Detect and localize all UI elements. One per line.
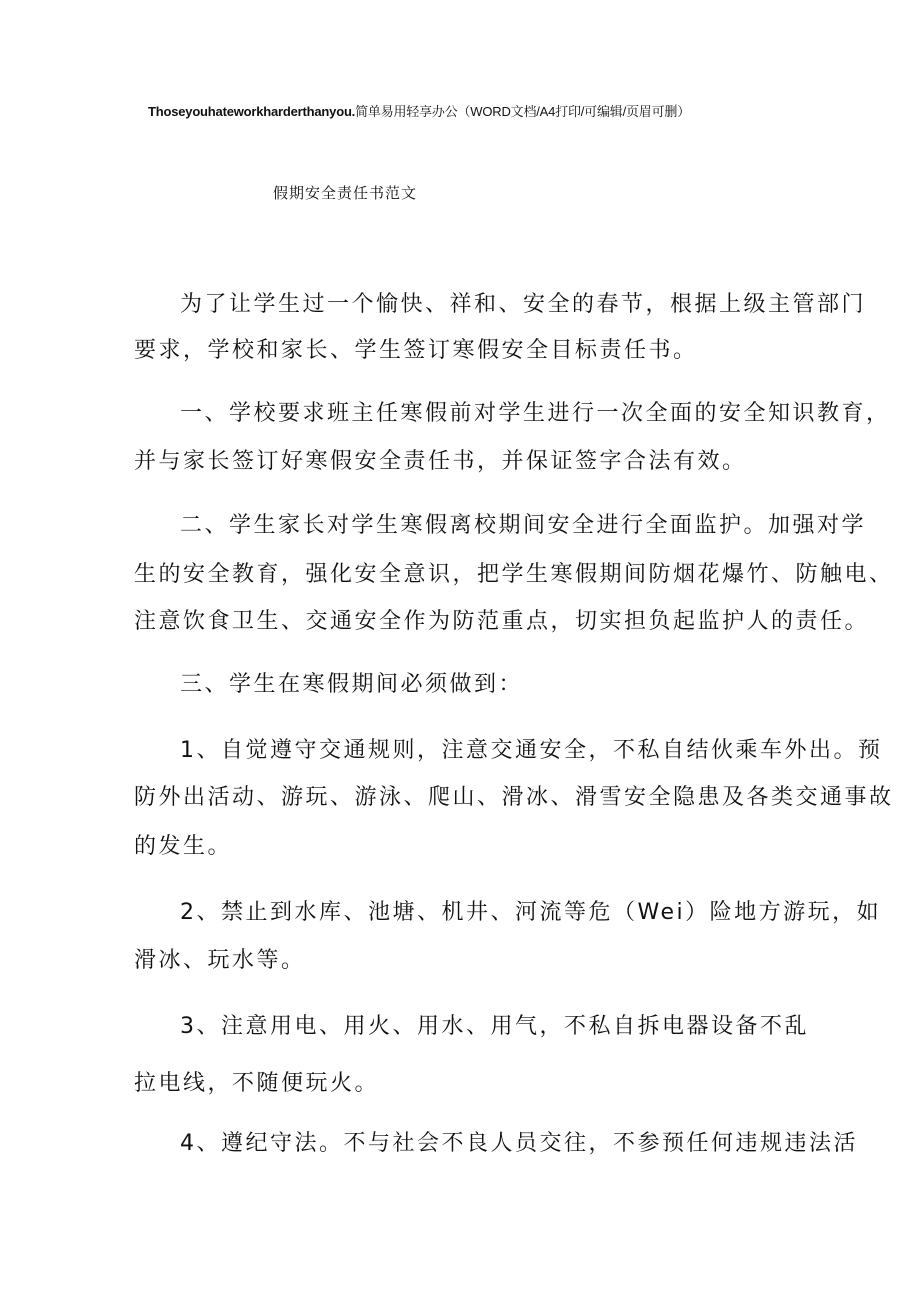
- text-line: 注意饮食卫生、交通安全作为防范重点，切实担负起监护人的责任。: [134, 609, 870, 634]
- text-line: 2、禁止到水库、池塘、机井、河流等危（Wei）险地方游玩，如: [180, 900, 882, 925]
- text-line: 4、遵纪守法。不与社会不良人员交往，不参预任何违规违法活: [180, 1131, 858, 1156]
- header-english: Thoseyouhateworkharderthanyou.: [148, 104, 356, 119]
- text-line: 1、自觉遵守交通规则，注意交通安全，不私自结伙乘车外出。预: [180, 738, 883, 763]
- text-line: 的发生。: [134, 834, 233, 859]
- text-line: 拉电线，不随便玩火。: [134, 1071, 380, 1096]
- text-line: 3、注意用电、用火、用水、用气，不私自拆电器设备不乱: [180, 1014, 809, 1039]
- text-line: 生的安全教育，强化安全意识，把学生寒假期间防烟花爆竹、防触电、: [134, 562, 894, 587]
- text-line: 一、学校要求班主任寒假前对学生进行一次全面的安全知识教育，: [180, 401, 891, 426]
- header-chinese: 简单易用轻享办公（WORD文档/A4打印/可编辑/页眉可删）: [355, 104, 690, 119]
- text-line: 二、学生家长对学生寒假离校期间安全进行全面监护。加强对学: [180, 513, 867, 538]
- text-line: 要求，学校和家长、学生签订寒假安全目标责任书。: [134, 338, 698, 363]
- text-line: 防外出活动、游玩、游泳、爬山、滑冰、滑雪安全隐患及各类交通事故: [134, 785, 894, 810]
- text-line: 并与家长签订好寒假安全责任书，并保证签字合法有效。: [134, 449, 747, 474]
- text-line: 三、学生在寒假期间必须做到：: [180, 672, 524, 697]
- document-title: 假期安全责任书范文: [273, 184, 418, 202]
- page-header: [148, 101, 690, 120]
- text-line: 滑冰、玩水等。: [134, 948, 306, 973]
- text-line: 为了让学生过一个愉快、祥和、安全的春节，根据上级主管部门: [180, 292, 867, 317]
